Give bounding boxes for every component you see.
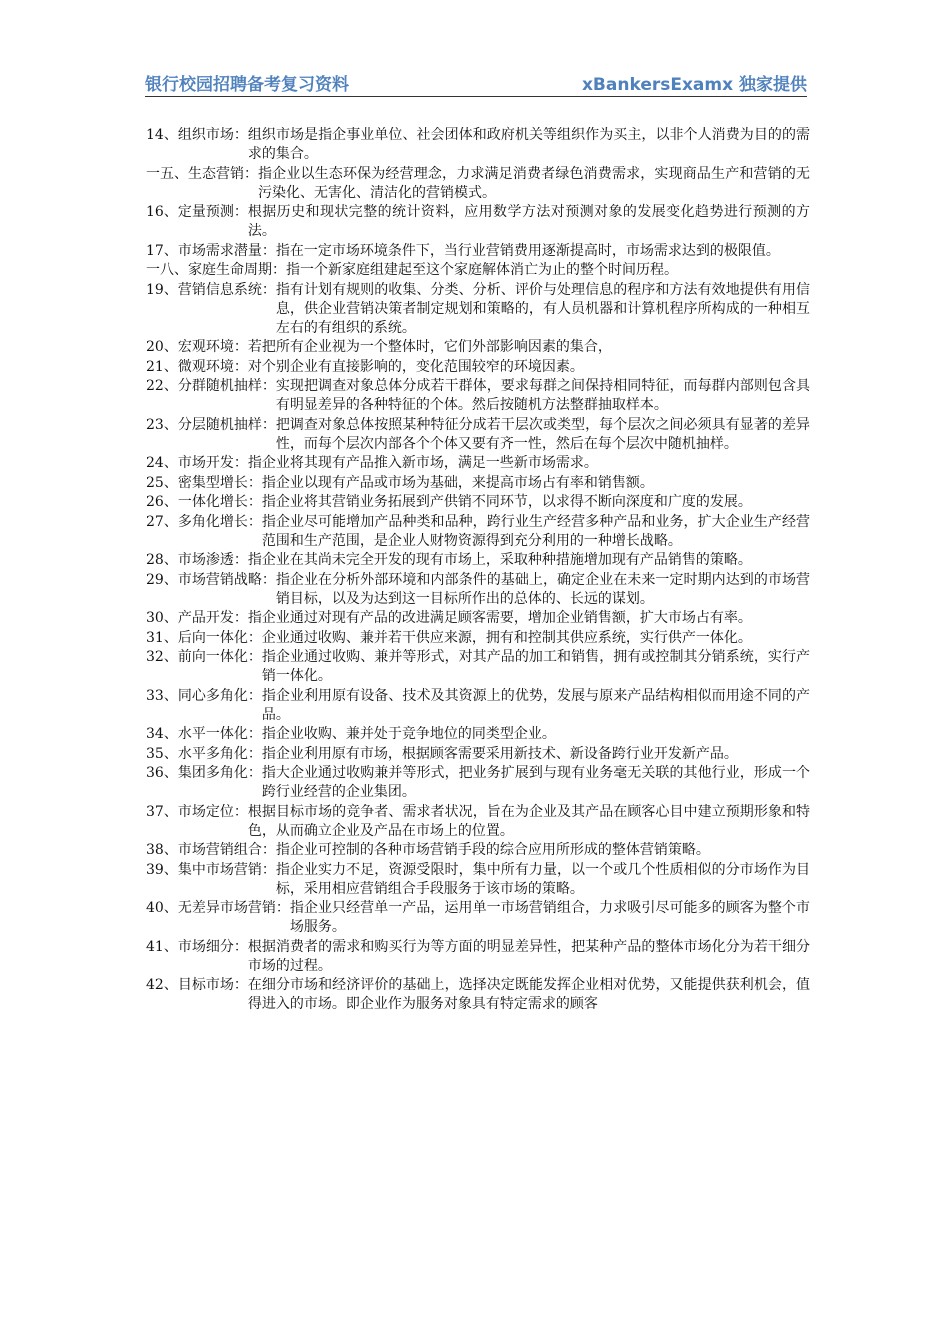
entry-definition: 指企业以生态环保为经营理念，力求满足消费者绿色消费需求，实现商品生产和营销的无污染化、无害化、清洁化的营销模式。 [258, 165, 810, 201]
entry-term: 26、一体化增长： [146, 494, 262, 510]
entry-term: 23、分层随机抽样： [146, 416, 276, 433]
entry-term: 17、市场需求潜量： [146, 242, 276, 259]
definition-entry [146, 358, 810, 377]
entry-term: 40、无差异市场营销： [146, 900, 290, 916]
definition-entry [146, 725, 810, 744]
entry-term: 36、集团多角化： [146, 765, 262, 781]
definition-entry [146, 803, 810, 841]
entry-term: 32、前向一体化： [146, 649, 262, 665]
definition-entry [146, 454, 810, 473]
entry-term: 30、产品开发： [146, 610, 248, 626]
definition-entry [146, 629, 810, 648]
definition-entry [146, 764, 810, 802]
entry-definition: 指企业可控制的各种市场营销手段的综合应用所形成的整体营销策略。 [275, 842, 710, 858]
entry-definition: 指企业将其营销业务拓展到产供销不同环节，以求得不断向深度和广度的发展。 [261, 494, 752, 510]
definition-entry [146, 416, 810, 454]
entry-term: 39、集中市场营销： [146, 861, 276, 878]
entry-definition: 指企业实力不足，资源受限时，集中所有力量，以一个或几个性质相似的分市场作为目标，采用相应营销组合手段服务于该市场的策略。 [275, 861, 810, 897]
definition-entry [146, 126, 810, 164]
entry-definition: 企业通过收购、兼并若干供应来源，拥有和控制其供应系统，实行供产一体化。 [261, 629, 752, 646]
entry-term: 14、组织市场： [146, 127, 248, 143]
definition-entry [146, 648, 810, 686]
entry-definition: 指企业以现有产品或市场为基础，来提高市场占有率和销售额。 [261, 474, 654, 491]
entry-definition: 指一个新家庭组建起至这个家庭解体消亡为止的整个时间历程。 [286, 262, 678, 278]
entry-definition: 指有计划有规则的收集、分类、分析、评价与处理信息的程序和方法有效地提供有用信息，供企业营销决策者制定规划和策略的，有人员机器和计算机程序所构成的一种相互左右的有组织的系统。 [275, 281, 810, 336]
definition-entry [146, 513, 810, 551]
entry-term: 31、后向一体化： [146, 629, 262, 646]
entry-term: 20、宏观环境： [146, 339, 248, 355]
entry-term: 29、市场营销战略： [146, 571, 276, 588]
entry-definition: 指企业只经营单一产品，运用单一市场营销组合，力求吸引尽可能多的顾客为整个市场服务。 [289, 900, 810, 935]
entry-definition: 指企业将其现有产品推入新市场，满足一些新市场需求。 [247, 455, 598, 471]
definition-entry [146, 551, 810, 570]
entry-definition: 指企业利用原有设备、技术及其资源上的优势，发展与原来产品结构相似而用途不同的产品。 [261, 687, 810, 723]
entry-term: 21、微观环境： [146, 358, 248, 375]
definition-entry [146, 474, 810, 493]
entry-definition: 实现把调查对象总体分成若干群体，要求每群之间保持相同特征，而每群内部则包含具有明显差异的各种特征的个体。然后按随机方法整群抽取样本。 [275, 378, 810, 413]
entry-term: 33、同心多角化： [146, 687, 262, 704]
entry-definition: 若把所有企业视为一个整体时，它们外部影响因素的集合， [247, 339, 612, 355]
entry-term: 37、市场定位： [146, 803, 248, 820]
entry-definition: 在细分市场和经济评价的基础上，选择决定既能发挥企业相对优势，又能提供获利机会，值得进入的市场。即企业作为服务对象具有特定需求的顾客 [247, 977, 810, 1012]
definition-entry [146, 745, 810, 764]
entry-definition: 根据目标市场的竞争者、需求者状况，旨在为企业及其产品在顾客心目中建立预期形象和特色，从而确立企业及产品在市场上的位置。 [247, 803, 810, 839]
definition-entry [146, 841, 810, 860]
definition-entry [146, 261, 810, 280]
entry-term: 一八、家庭生命周期： [146, 262, 286, 278]
definition-entry [146, 242, 810, 261]
entry-definition: 指企业利用原有市场，根据顾客需要采用新技术、新设备跨行业开发新产品。 [261, 745, 738, 762]
entry-definition: 把调查对象总体按照某种特征分成若干层次或类型，每个层次之间必须具有显著的差异性，而每个层次内部各个个体又要有齐一性，然后在每个层次中随机抽样。 [275, 416, 810, 452]
definition-entry [146, 861, 810, 899]
page-header [145, 68, 807, 97]
definition-entry [146, 687, 810, 725]
entry-term: 41、市场细分： [146, 938, 248, 955]
entry-term: 22、分群随机抽样： [146, 378, 276, 394]
entry-definition: 指企业通过对现有产品的改进满足顾客需要，增加企业销售额，扩大市场占有率。 [247, 610, 752, 626]
entry-term: 27、多角化增长： [146, 513, 262, 530]
entry-definition: 组织市场是指企事业单位、社会团体和政府机关等组织作为买主，以非个人消费为目的的需求的集合。 [247, 127, 810, 162]
entry-term: 一五、生态营销： [146, 165, 258, 182]
definition-entry [146, 377, 810, 415]
definition-entry [146, 165, 810, 203]
entry-definition: 指在一定市场环境条件下，当行业营销费用逐渐提高时，市场需求达到的极限值。 [275, 242, 780, 259]
definition-list [146, 126, 810, 1015]
definition-entry [146, 571, 810, 609]
header-title: 银行校园招聘备考复习资料 [145, 75, 349, 95]
entry-term: 34、水平一体化： [146, 726, 262, 742]
entry-definition: 根据消费者的需求和购买行为等方面的明显差异性，把某种产品的整体市场化分为若干细分市场的过程。 [247, 938, 810, 974]
entry-definition: 根据历史和现状完整的统计资料，应用数学方法对预测对象的发展变化趋势进行预测的方法。 [247, 204, 810, 239]
definition-entry [146, 338, 810, 357]
entry-definition: 对个别企业有直接影响的，变化范围较窄的环境因素。 [247, 358, 584, 375]
entry-term: 42、目标市场： [146, 977, 248, 993]
entry-term: 25、密集型增长： [146, 474, 262, 491]
definition-entry [146, 609, 810, 628]
definition-entry [146, 938, 810, 976]
header-provider: xBankersExamx 独家提供 [581, 75, 807, 95]
entry-definition: 指企业收购、兼并处于竞争地位的同类型企业。 [261, 726, 556, 742]
definition-entry [146, 976, 810, 1014]
entry-term: 35、水平多角化： [146, 745, 262, 762]
entry-term: 28、市场渗透： [146, 552, 248, 568]
definition-entry [146, 493, 810, 512]
entry-term: 16、定量预测： [146, 204, 248, 220]
definition-entry [146, 203, 810, 241]
entry-definition: 指企业在分析外部环境和内部条件的基础上，确定企业在未来一定时期内达到的市场营销目标，以及为达到这一目标所作出的总体的、长远的谋划。 [275, 571, 810, 607]
entry-term: 24、市场开发： [146, 455, 248, 471]
entry-definition: 指企业在其尚未完全开发的现有市场上，采取种种措施增加现有产品销售的策略。 [247, 552, 752, 568]
entry-term: 38、市场营销组合： [146, 842, 276, 858]
entry-term: 19、营销信息系统： [146, 281, 276, 298]
entry-definition: 指大企业通过收购兼并等形式，把业务扩展到与现有业务毫无关联的其他行业，形成一个跨行业经营的企业集团。 [261, 765, 810, 800]
entry-definition: 指企业通过收购、兼并等形式，对其产品的加工和销售，拥有或控制其分销系统，实行产销一体化。 [261, 649, 810, 684]
definition-entry [146, 281, 810, 338]
entry-definition: 指企业尽可能增加产品种类和品种，跨行业生产经营多种产品和业务，扩大企业生产经营范围和生产范围，是企业人财物资源得到充分利用的一种增长战略。 [261, 513, 810, 549]
definition-entry [146, 899, 810, 937]
